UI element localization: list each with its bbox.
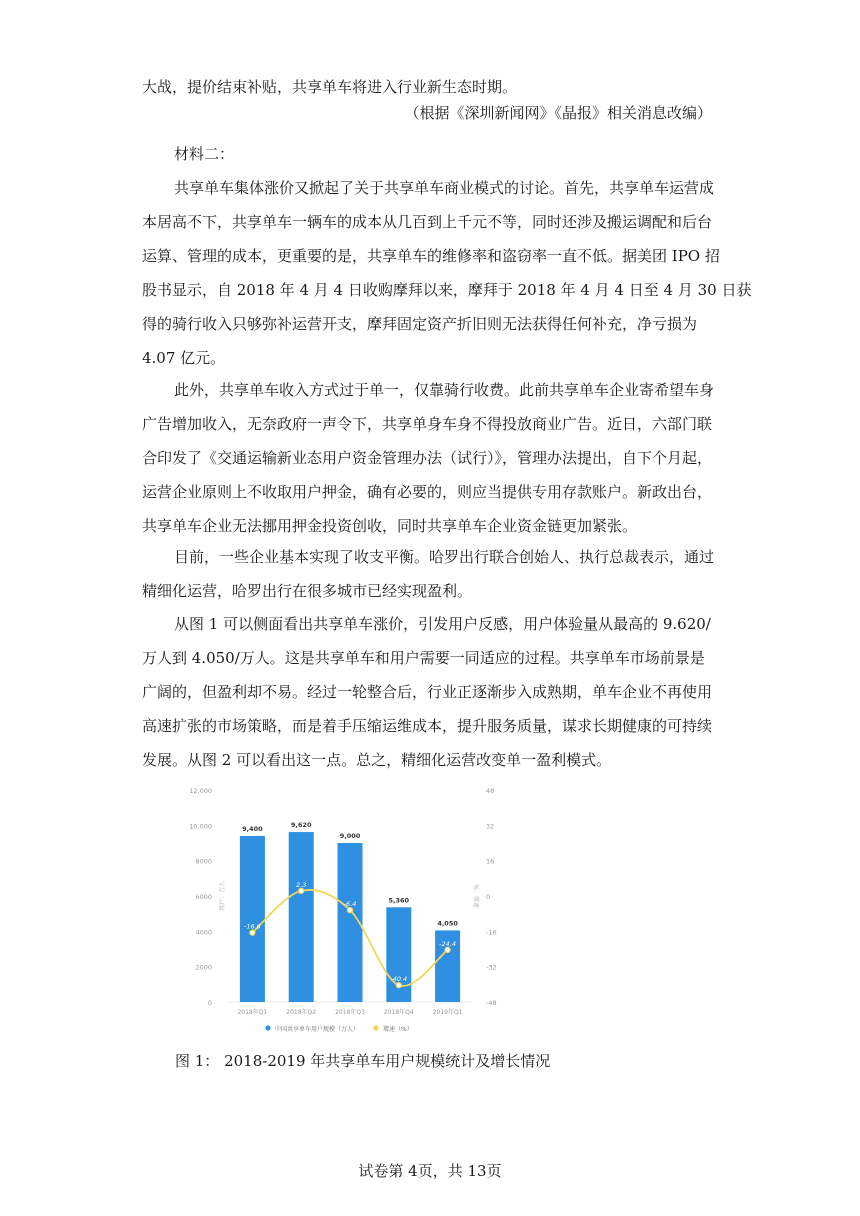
legend-swatch-rate xyxy=(373,1025,378,1030)
y2-tick-label: -32 xyxy=(486,963,497,972)
figure-caption: 图 1： 2018-2019 年共享单车用户规模统计及增长情况 xyxy=(175,1052,551,1070)
growth-rate-label: -6.4 xyxy=(343,900,357,909)
bar-data-label: 9,620 xyxy=(290,821,312,830)
text-line: 合印发了《交通运输新业态用户资金管理办法（试行）》，管理办法提出，自下个月起， xyxy=(142,449,713,467)
text-line: 得的骑行收入只够弥补运营开支，摩拜固定资产折旧则无法获得任何补充，净亏损为 xyxy=(142,315,698,333)
y2-axis-label: %：增速 xyxy=(472,884,479,908)
text-line: 万人到 4.050/万人。这是共享单车和用户需要一同适应的过程。共享单车市场前景是 xyxy=(142,649,705,667)
bar xyxy=(289,832,314,1002)
paragraph-4 xyxy=(142,607,720,777)
text-line: 共享单车企业无法挪用押金投资创收，同时共享单车企业资金链更加紧张。 xyxy=(142,517,638,535)
text-line: 共享单车集体涨价又掀起了关于共享单车商业模式的讨论。首先，共享单车运营成 xyxy=(174,179,715,197)
y-tick-label: 12,000 xyxy=(190,787,212,795)
y-tick-label: 10,000 xyxy=(190,822,212,831)
bar-data-label: 5,360 xyxy=(388,896,410,905)
page-footer: 试卷第 4页，共 13页 xyxy=(358,1162,502,1180)
text-line: 目前，一些企业基本实现了收支平衡。哈罗出行联合创始人、执行总裁表示，通过 xyxy=(174,548,715,566)
x-tick-label: 2018年Q2 xyxy=(286,1009,317,1016)
paragraph-3 xyxy=(142,540,720,608)
legend-label-rate: 增速（%） xyxy=(383,1026,413,1033)
legend-swatch-users xyxy=(265,1025,270,1030)
text-line: 本居高不下，共享单车一辆车的成本从几百到上千元不等，同时还涉及搬运调配和后台 xyxy=(142,213,713,231)
growth-rate-point xyxy=(396,983,401,988)
paragraph-1 xyxy=(142,171,752,375)
growth-rate-point xyxy=(445,947,450,952)
growth-rate-point xyxy=(347,908,352,913)
text-line: 运算、管理的成本，更重要的是，共享单车的维修率和盗窃率一直不低。据美团 IPO 招 xyxy=(142,247,720,265)
source-note: （根据《深圳新闻网》《晶报》相关消息改编） xyxy=(404,104,712,122)
text-line: 4.07 亿元。 xyxy=(142,349,226,367)
y-tick-label: 0 xyxy=(207,999,212,1007)
bar-data-label: 9,000 xyxy=(339,832,361,840)
text-line: 广阔的，但盈利却不易。经过一轮整合后，行业正逐渐步入成熟期，单车企业不再使用 xyxy=(142,683,713,701)
text-line: 精细化运营，哈罗出行在很多城市已经实现盈利。 xyxy=(142,582,473,600)
text-line: 股书显示，自 2018 年 4 月 4 日收购摩拜以来，摩拜于 2018 年 4 月 4 日至 4 月 30 日获 xyxy=(142,281,752,299)
growth-rate-label: -24.4 xyxy=(439,939,457,948)
growth-rate-label: 2.3 xyxy=(296,880,307,889)
text-line: 运营企业原则上不收取用户押金，确有必要的，则应当提供专用存款账户。新政出台， xyxy=(142,483,713,501)
x-tick-label: 2018年Q1 xyxy=(237,1009,268,1016)
y2-tick-label: -48 xyxy=(486,999,497,1007)
text-line: 此外，共享单车收入方式过于单一，仅靠骑行收费。此前共享单车企业寄希望车身 xyxy=(174,381,715,399)
growth-rate-label: -40.4 xyxy=(390,975,408,984)
y2-tick-label: -16 xyxy=(486,928,497,937)
paragraph-2 xyxy=(142,373,720,543)
y-tick-label: 2000 xyxy=(195,963,212,972)
y2-tick-label: 48 xyxy=(486,787,495,795)
x-tick-label: 2018年Q3 xyxy=(335,1009,365,1016)
material-label xyxy=(174,137,752,171)
text-line: 从图 1 可以侧面看出共享单车涨价，引发用户反感，用户体验量从最高的 9.620/ xyxy=(174,615,711,633)
x-tick-label: 2018年Q4 xyxy=(383,1009,414,1016)
growth-rate-point xyxy=(250,930,255,935)
paragraph-continued xyxy=(142,70,720,104)
bar xyxy=(240,836,265,1002)
y-tick-label: 4000 xyxy=(195,928,212,937)
y2-tick-label: 32 xyxy=(486,822,495,831)
user-scale-chart xyxy=(190,780,510,1040)
y2-tick-label: 0 xyxy=(486,893,491,901)
bar-data-label: 9,400 xyxy=(242,824,263,833)
y2-tick-label: 16 xyxy=(486,857,495,866)
x-tick-label: 2019年Q1 xyxy=(432,1009,463,1016)
y-tick-label: 6000 xyxy=(195,893,212,901)
legend-label-users: 中国共享单车用户规模（万人） xyxy=(275,1026,360,1033)
growth-rate-point xyxy=(299,888,304,893)
text-line: 大战，提价结束补贴，共享单车将进入行业新生态时期。 xyxy=(142,78,518,96)
chart-svg xyxy=(190,780,510,1040)
text-line: 发展。从图 2 可以看出这一点。总之，精细化运营改变单一盈利模式。 xyxy=(142,751,612,769)
bar-data-label: 4,050 xyxy=(437,919,458,928)
y-tick-label: 8000 xyxy=(195,857,212,866)
growth-rate-label: -16.6 xyxy=(243,922,261,931)
text-line: 材料二： xyxy=(174,145,235,163)
y-axis-label: 用户：万人 xyxy=(219,880,226,912)
text-line: 广告增加收入，无奈政府一声令下，共享单身车身不得投放商业广告。近日，六部门联 xyxy=(142,415,713,433)
text-line: 高速扩张的市场策略，而是着手压缩运维成本，提升服务质量，谋求长期健康的可持续 xyxy=(142,717,713,735)
